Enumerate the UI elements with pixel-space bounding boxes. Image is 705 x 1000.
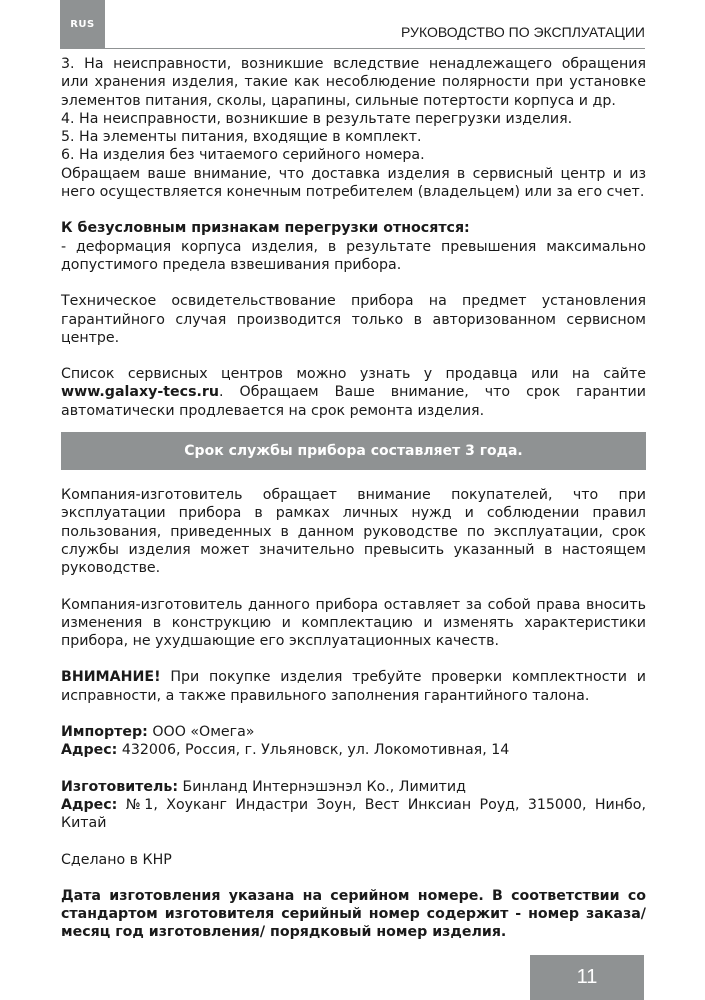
made-in: Сделано в КНР xyxy=(61,851,172,868)
header-divider xyxy=(60,48,645,49)
warranty-exclusion-5: 5. На элементы питания, входящие в комплект. xyxy=(61,129,422,146)
rights-note: Компания-изготовитель данного прибора оставляет за собой права вносить изменения в конструкцию и комплектацию и изменять характеристики прибора, не ухудшающие его эксплуатационных качеств. xyxy=(61,596,646,650)
delivery-note: Обращаем ваше внимание, что доставка изделия в сервисный центр и из него осуществляется конечным потребителем (владельцем) или за его счет. xyxy=(61,165,646,201)
page-number: 11 xyxy=(530,955,644,1000)
inspection-text: Техническое освидетельствование прибора на предмет установления гарантийного случая производится только в авторизованном сервисном центре. xyxy=(61,293,646,346)
service-site-link[interactable]: www.galaxy-tecs.ru xyxy=(61,384,220,401)
page-content xyxy=(61,55,646,942)
maker-line: Изготовитель: Бинланд Интернэшэнэл Ко., Лимитид xyxy=(61,778,466,795)
service-life-banner: Срок службы прибора составляет 3 года. xyxy=(61,432,646,470)
overload-heading: К безусловным признакам перегрузки относятся: xyxy=(61,220,470,237)
header-title: РУКОВОДСТВО ПО ЭКСПЛУАТАЦИИ xyxy=(401,24,645,40)
manufacture-date-note: Дата изготовления указана на серийном номере. В соответствии со стандартом изготовителя серийный номер содержит - номер заказа/месяц год изготовления/ порядковый номер изделия. xyxy=(61,887,646,941)
warranty-exclusion-3: 3. На неисправности, возникшие вследствие ненадлежащего обращения или хранения изделия, такие как несоблюдение полярности при установке элементов питания, сколы, царапины, сильные потертости корпуса и др. xyxy=(61,56,646,109)
maker-address: Адрес: №1, Хоуканг Индастри Зоун, Вест Инксиан Роуд, 315000, Нинбо, Китай xyxy=(61,796,646,832)
warranty-exclusion-4: 4. На неисправности, возникшие в результате перегрузки изделия. xyxy=(61,110,573,127)
attention-note: ВНИМАНИЕ! При покупке изделия требуйте проверки комплектности и исправности, а также правильного заполнения гарантийного талона. xyxy=(61,669,646,704)
manufacturer-note: Компания-изготовитель обращает внимание покупателей, что при эксплуатации прибора в рамках личных нужд и соблюдении правил пользования, приведенных в данном руководстве по эксплуатации, срок службы изделия может значительно превысить указанный в настоящем руководстве. xyxy=(61,487,646,577)
service-centers-text: Список сервисных центров можно узнать у продавца или на сайте www.galaxy-tecs.ru. Обращаем Ваше внимание, что срок гарантии автоматически продлевается на срок ремонта изделия. xyxy=(61,366,646,419)
overload-text: - деформация корпуса изделия, в результате превышения максимально допустимого предела взвешивания прибора. xyxy=(61,238,646,273)
importer-address: Адрес: 432006, Россия, г. Ульяновск, ул. Локомотивная, 14 xyxy=(61,742,510,759)
warranty-exclusion-6: 6. На изделия без читаемого серийного номера. xyxy=(61,147,425,164)
importer-line: Импортер: ООО «Омега» xyxy=(61,724,255,741)
language-tab: RUS xyxy=(60,0,105,48)
